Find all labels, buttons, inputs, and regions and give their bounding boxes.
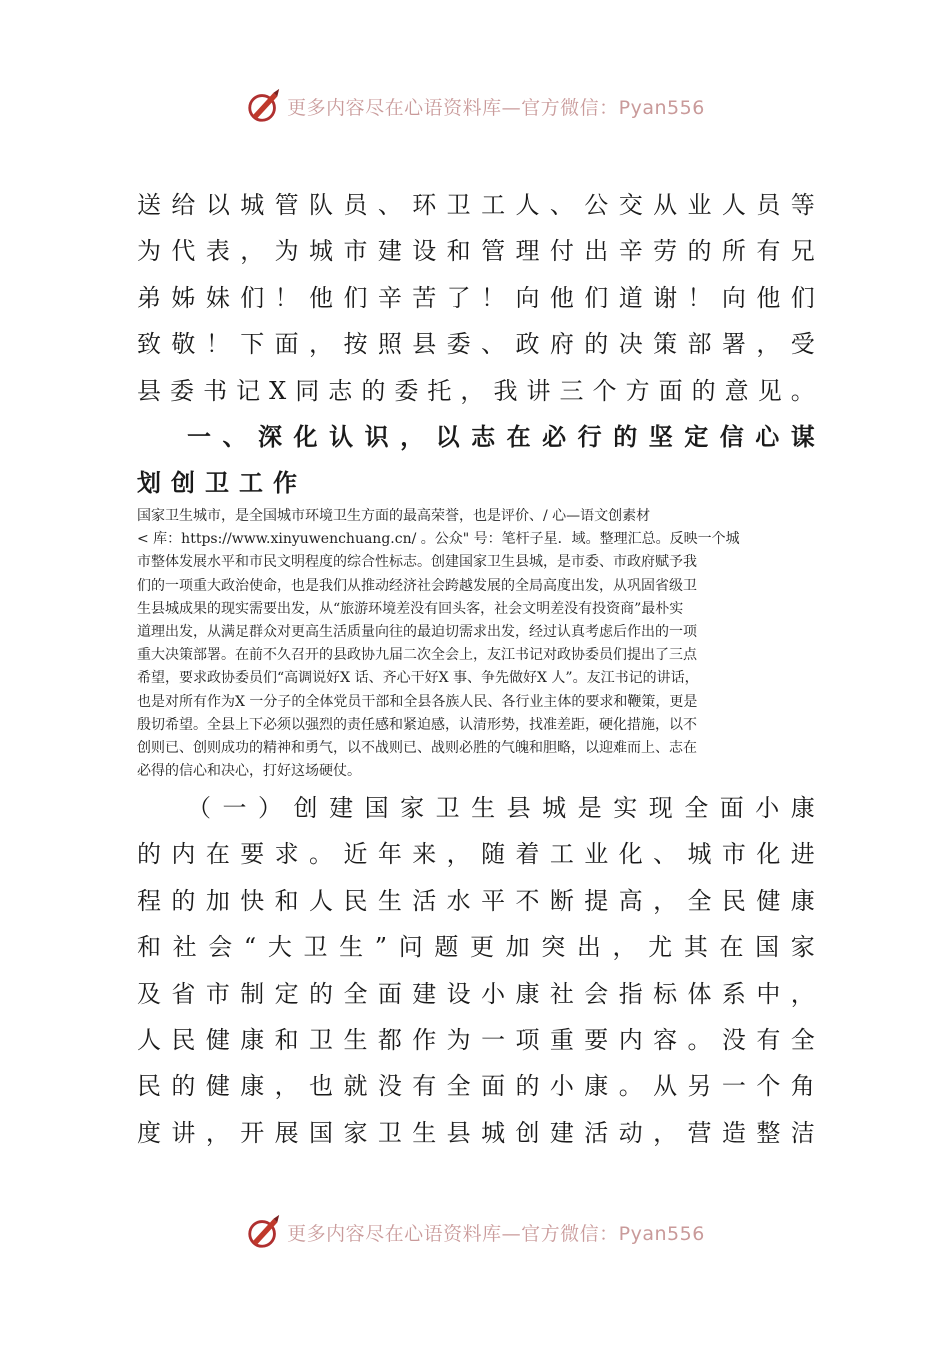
paragraph-line: 重大决策部署。在前不久召开的县政协九届二次全会上，友江书记对政协委员们提出了三点 [137,647,697,664]
paragraph-line: 生县城成果的现实需要出发，从“旅游环境差没有回头客，社会文明差没有投资商”最朴实 [137,600,684,617]
paragraph-line: < 库：https://www.xinyuwenchuang.cn/ 。公众" 号：笔杆子星．域。整理汇总。反映一个城 [137,531,740,548]
banner-text: 更多内容尽在心语资料库—官方微信：Pyan556 [287,96,705,119]
paragraph-line: 们的一项重大政治使命，也是我们从推动经济社会跨越发展的全局高度出发，从巩固省级卫 [137,577,697,594]
paragraph-line: 国家卫生城市，是全国城市环境卫生方面的最高荣誉，也是评价、/ 心—语文创素材 [137,508,651,524]
pen-logo-icon [245,87,283,125]
paragraph-line: 希望，要求政协委员们“高调说好X 话、齐心干好X 事、争先做好X 人”。友江书记的讲话， [137,670,699,687]
body-line: 为 代 表 ， 为 城 市 建 设 和 管 理 付 出 辛 劳 的 所 有 兄 [137,237,815,266]
body-line: 民 的 健 康 ， 也 就 没 有 全 面 的 小 康 。 从 另 一 个 角 [137,1072,815,1101]
body-line: 程 的 加 快 和 人 民 生 活 水 平 不 断 提 高 ， 全 民 健 康 [137,886,815,915]
body-line: 的 内 在 要 求 。 近 年 来 ， 随 着 工 业 化 、 城 市 化 进 [137,840,815,869]
body-line: 人 民 健 康 和 卫 生 都 作 为 一 项 重 要 内 容 。 没 有 全 [137,1026,815,1054]
paragraph-line: 必得的信心和决心，打好这场硬仗。 [137,763,361,780]
body-line: 县 委 书 记 X 同 志 的 委 托 ， 我 讲 三 个 方 面 的 意 见 。 [137,376,815,405]
paragraph-line: 市整体发展水平和市民文明程度的综合性标志。创建国家卫生县城，是市委、市政府赋予我 [137,554,697,571]
body-line: 及 省 市 制 定 的 全 面 建 设 小 康 社 会 指 标 体 系 中 ， [137,979,815,1008]
body-line: 致 敬 ！ 下 面 ， 按 照 县 委 、 政 府 的 决 策 部 署 ， 受 [137,330,815,359]
pen-logo-icon [245,1213,283,1251]
paragraph-line: 殷切希望。全县上下必须以强烈的责任感和紧迫感，认清形势，找准差距，硬化措施，以不 [137,716,697,733]
paragraph-line: 道理出发，从满足群众对更高生活质量向往的最迫切需求出发，经过认真考虑后作出的一项 [137,623,697,640]
section-heading: 一 、 深 化 认 识 ， 以 志 在 必 行 的 坚 定 信 心 谋 [187,423,815,451]
banner-text: 更多内容尽在心语资料库—官方微信：Pyan556 [287,1222,705,1245]
small-paragraph [137,505,827,783]
body-line: 度 讲 ， 开 展 国 家 卫 生 县 城 创 建 活 动 ， 营 造 整 洁 [137,1118,815,1147]
body-line: 送 给 以 城 管 队 员 、 环 卫 工 人 、 公 交 从 业 人 员 等 [137,191,815,219]
section-heading: 划创卫工作 [137,469,307,497]
body-line: 和 社 会 “ 大 卫 生 ” 问 题 更 加 突 出 ， 尤 其 在 国 家 [137,933,815,962]
subsection-line: （ 一 ） 创 建 国 家 卫 生 县 城 是 实 现 全 面 小 康 [187,794,815,822]
footer-banner [0,1210,950,1254]
paragraph-line: 创则已、创则成功的精神和勇气，以不战则已、战则必胜的气魄和胆略，以迎难而上、志在 [137,739,697,756]
paragraph-line: 也是对所有作为X 一分子的全体党员干部和全县各族人民、各行业主体的要求和鞭策，更是 [137,693,698,710]
header-banner [0,84,950,128]
body-line: 弟 姊 妹 们 ！ 他 们 辛 苦 了 ！ 向 他 们 道 谢 ！ 向 他 们 [137,283,815,312]
